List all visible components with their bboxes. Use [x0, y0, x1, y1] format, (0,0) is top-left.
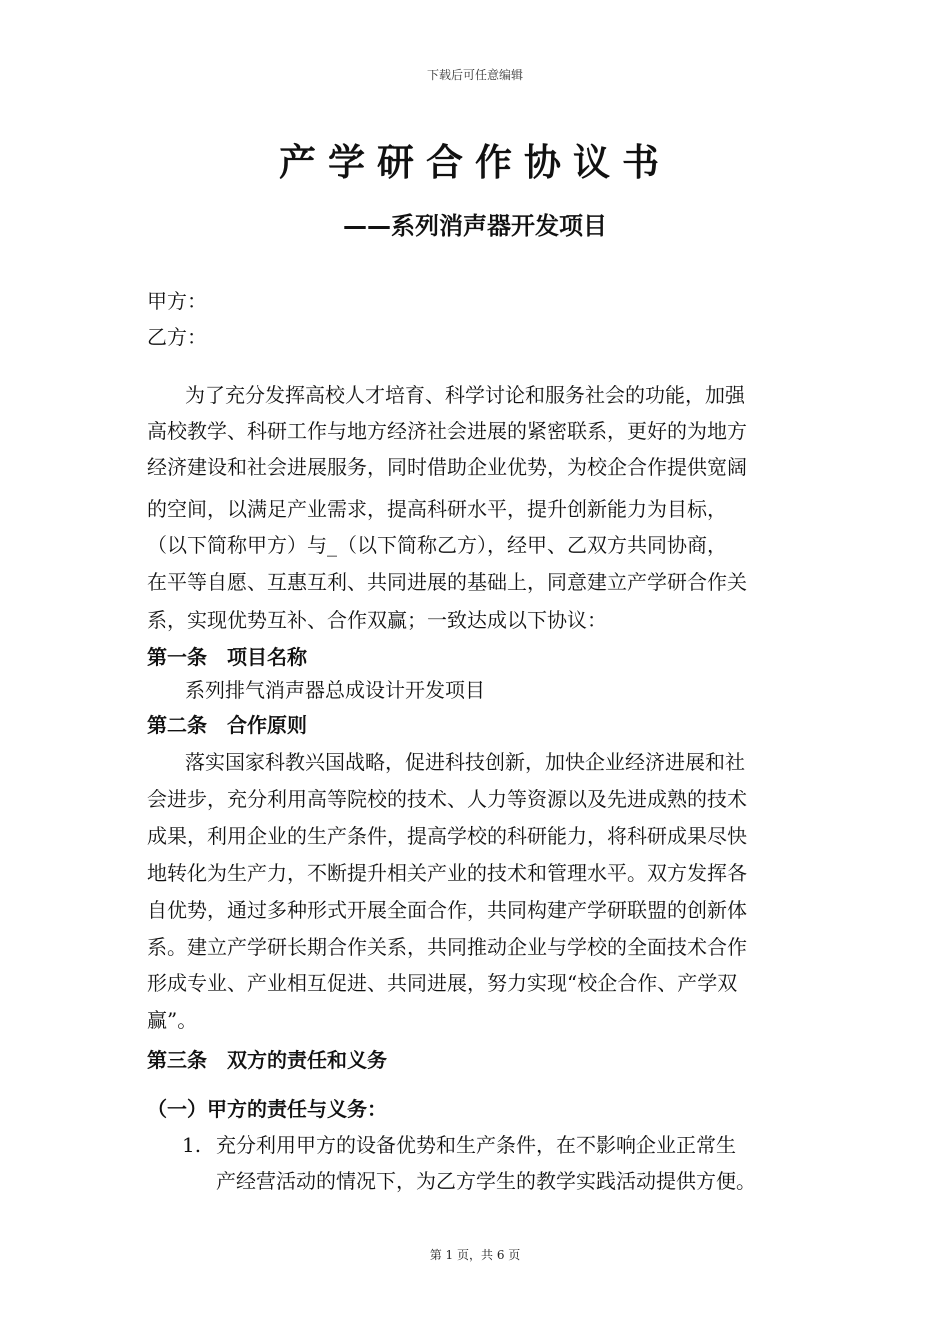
preamble-line: （以下简称甲方）与_（以下简称乙方），经甲、乙双方共同协商， [147, 533, 727, 557]
list-item-line: 充分利用甲方的设备优势和生产条件，在不影响企业正常生 [216, 1133, 736, 1157]
article-3-subheading: （一）甲方的责任与义务： [147, 1097, 387, 1121]
list-item-number: 1. [182, 1133, 202, 1157]
article-2-line: 形成专业、产业相互促进、共同进展，努力实现“校企合作、产学双 [147, 971, 738, 995]
article-2-line: 成果，利用企业的生产条件，提高学校的科研能力，将科研成果尽快 [147, 824, 747, 848]
article-2-heading: 第二条 合作原则 [147, 713, 307, 737]
preamble-line: 高校教学、科研工作与地方经济社会进展的紧密联系，更好的为地方 [147, 419, 747, 443]
article-3-heading: 第三条 双方的责任和义务 [147, 1048, 387, 1072]
article-2-line: 落实国家科教兴国战略，促进科技创新，加快企业经济进展和社 [185, 750, 745, 774]
party-a-label: 甲方： [147, 289, 207, 313]
header-note: 下载后可任意编辑 [426, 68, 523, 82]
preamble-line: 为了充分发挥高校人才培育、科学讨论和服务社会的功能，加强 [185, 383, 745, 407]
article-2-line: 系。建立产学研长期合作关系，共同推动企业与学校的全面技术合作 [147, 935, 747, 959]
party-b-label: 乙方： [147, 325, 207, 349]
page-footer: 第 1 页，共 6 页 [429, 1248, 521, 1262]
preamble-line: 系，实现优势互补、合作双赢；一致达成以下协议： [147, 608, 607, 632]
article-2-line: 自优势，通过多种形式开展全面合作，共同构建产学研联盟的创新体 [147, 898, 747, 922]
article-2-line: 地转化为生产力，不断提升相关产业的技术和管理水平。双方发挥各 [147, 861, 747, 885]
article-1-text: 系列排气消声器总成设计开发项目 [185, 678, 485, 702]
article-1-heading: 第一条 项目名称 [147, 645, 307, 669]
preamble-line: 经济建设和社会进展服务，同时借助企业优势，为校企合作提供宽阔 [147, 455, 747, 479]
document-title: 产学研合作协议书 [279, 141, 671, 184]
document-subtitle: ——系列消声器开发项目 [343, 212, 607, 240]
list-item-line: 产经营活动的情况下，为乙方学生的教学实践活动提供方便。 [216, 1169, 756, 1193]
article-2-line: 赢”。 [147, 1008, 198, 1032]
article-2-line: 会进步，充分利用高等院校的技术、人力等资源以及先进成熟的技术 [147, 787, 747, 811]
preamble-line: 的空间，以满足产业需求，提高科研水平，提升创新能力为目标， [147, 497, 727, 521]
preamble-line: 在平等自愿、互惠互利、共同进展的基础上，同意建立产学研合作关 [147, 570, 747, 594]
